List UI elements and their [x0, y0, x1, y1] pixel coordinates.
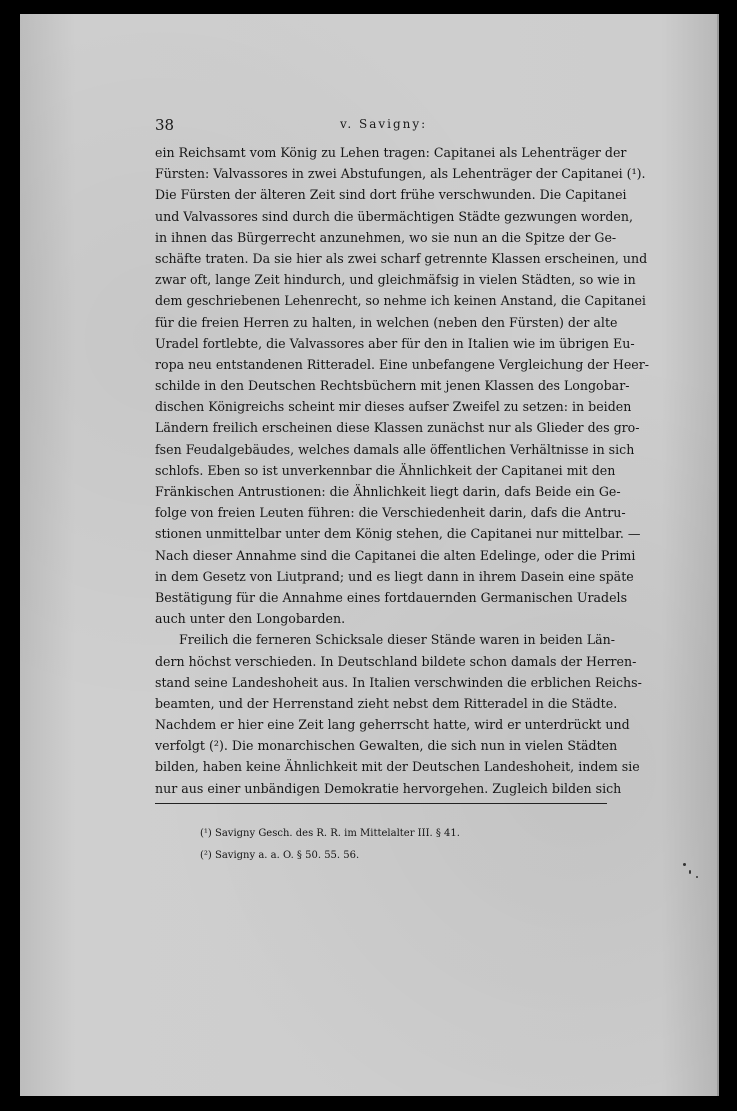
text-line: beamten, und der Herrenstand zieht nebst dem Ritteradel in die Städte. — [155, 695, 618, 711]
text-line: fsen Feudalgebäudes, welches damals alle öffentlichen Verhältnisse in sich — [155, 441, 635, 457]
text-line: für die freien Herren zu halten, in welchen (neben den Fürsten) der alte — [155, 314, 618, 330]
text-line: Uradel fortlebte, die Valvassores aber für den in Italien wie im übrigen Eu- — [155, 335, 635, 351]
text-line: bilden, haben keine Ähnlichkeit mit der Deutschen Landeshoheit, indem sie — [155, 759, 640, 775]
footnote-1: (¹) Savigny Gesch. des R. R. im Mittelalter III. § 41. — [200, 828, 460, 839]
text-line: ein Reichsamt vom König zu Lehen tragen: Capitanei als Lehenträger der — [155, 145, 627, 160]
body-text — [155, 142, 649, 799]
text-line: Bestätigung für die Annahme eines fortdauernden Germanischen Uradels — [155, 589, 628, 605]
text-line: Nachdem er hier eine Zeit lang geherrscht hatte, wird er unterdrückt und — [155, 717, 630, 733]
text-line: Nach dieser Annahme sind die Capitanei die alten Edelinge, oder die Primi — [155, 547, 636, 563]
footnotes — [200, 823, 600, 867]
text-line: in dem Gesetz von Liutprand; und es liegt dann in ihrem Dasein eine späte — [155, 568, 634, 584]
text-line: nur aus einer unbändigen Demokratie hervorgehen. Zugleich bilden sich — [155, 780, 622, 796]
text-line: verfolgt (²). Die monarchischen Gewalten, die sich nun in vielen Städten — [155, 738, 618, 754]
text-line: dern höchst verschieden. In Deutschland bildete schon damals der Herren- — [155, 653, 637, 669]
ink-speck — [689, 870, 691, 874]
running-head: v. Savigny: — [340, 117, 428, 131]
text-line: Freilich die ferneren Schicksale dieser Stände waren in beiden Län- — [179, 632, 615, 648]
text-line: schilde in den Deutschen Rechtsbüchern mit jenen Klassen des Longobar- — [155, 378, 630, 394]
text-line: schäfte traten. Da sie hier als zwei scharf getrennte Klassen erscheinen, und — [155, 250, 648, 266]
paragraph-2 — [155, 629, 642, 799]
text-line: Ländern freilich erscheinen diese Klassen zunächst nur als Glieder des gro- — [155, 420, 640, 436]
footnote-2: (²) Savigny a. a. O. § 50. 55. 56. — [200, 850, 360, 861]
text-line: stand seine Landeshoheit aus. In Italien verschwinden die erblichen Reichs- — [155, 674, 642, 690]
ink-speck — [683, 863, 686, 866]
text-line: dischen Königreichs scheint mir dieses aufser Zweifel zu setzen: in beiden — [155, 399, 632, 415]
text-line: schlofs. Eben so ist unverkennbar die Ähnlichkeit der Capitanei mit den — [155, 462, 616, 478]
text-line: in ihnen das Bürgerrecht anzunehmen, wo sie nun an die Spitze der Ge- — [155, 229, 617, 245]
footnote-rule — [155, 803, 607, 804]
text-line: ropa neu entstandenen Ritteradel. Eine unbefangene Vergleichung der Heer- — [155, 356, 649, 372]
page-header — [155, 116, 607, 136]
ink-speck — [696, 876, 698, 878]
text-line: Die Fürsten der älteren Zeit sind dort frühe verschwunden. Die Capitanei — [155, 187, 627, 203]
page-number: 38 — [155, 116, 175, 134]
text-line: folge von freien Leuten führen: die Verschiedenheit darin, dafs die Antru- — [155, 505, 626, 521]
text-line: dem geschriebenen Lehenrecht, so nehme ich keinen Anstand, die Capitanei — [155, 293, 646, 309]
text-line: Fürsten: Valvassores in zwei Abstufungen, als Lehenträger der Capitanei (¹). — [155, 166, 646, 182]
text-line: zwar oft, lange Zeit hindurch, und gleichmäfsig in vielen Städten, so wie in — [155, 272, 636, 288]
text-line: stionen unmittelbar unter dem König stehen, die Capitanei nur mittelbar. — — [155, 526, 641, 542]
text-line: auch unter den Longobarden. — [155, 611, 346, 627]
text-line: und Valvassores sind durch die übermächtigen Städte gezwungen worden, — [155, 208, 633, 224]
text-line: Fränkischen Antrustionen: die Ähnlichkeit liegt darin, dafs Beide ein Ge- — [155, 484, 621, 499]
paragraph-1 — [155, 142, 649, 629]
